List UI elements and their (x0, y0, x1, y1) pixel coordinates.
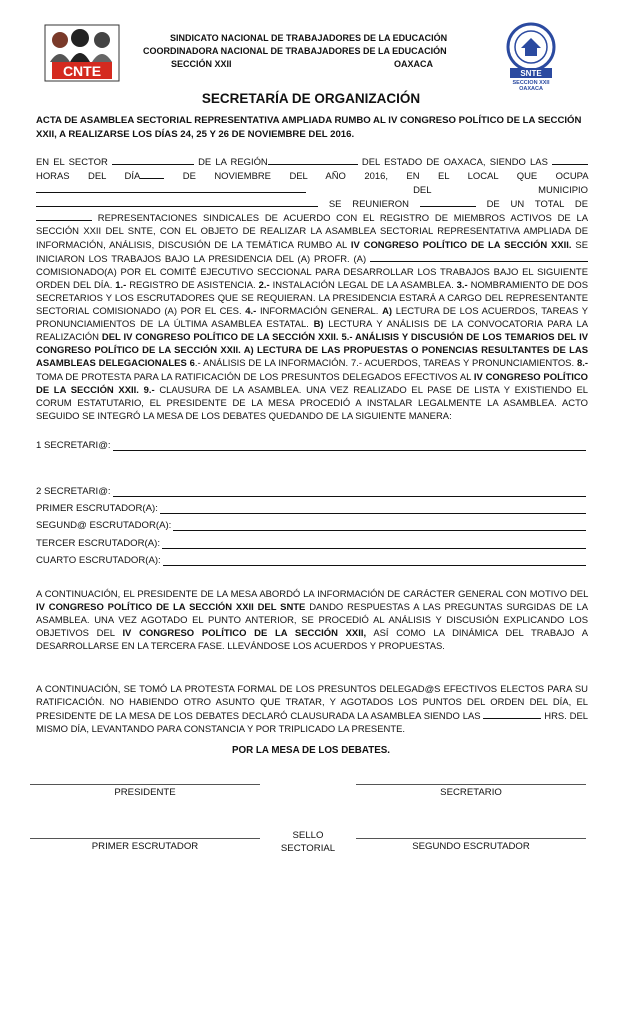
item-3-number: 3.- (456, 279, 468, 291)
closing-time-blank[interactable] (483, 709, 541, 719)
p2-end: ASÍ COMO LA DINÁMICA DEL TRABAJO A DESARROLLARSE EN LA TERCERA FASE. LLEVÁNDOSE LOS ACUERDOS Y PROPUESTAS. (36, 628, 588, 653)
item-9-number: . 9.- (136, 384, 155, 396)
item-6-7-text: .- ANÁLISIS DE LA INFORMACIÓN. 7.- ACUERDOS, TAREAS Y PRONUNCIAMIENTOS. (194, 358, 575, 370)
president-name-blank[interactable] (370, 252, 588, 262)
p1-state-label: DEL ESTADO DE OAXACA, SIENDO LAS (361, 157, 548, 168)
p1-region-label: DE LA REGIÓN (198, 157, 268, 168)
p1-reunieron-label: SE REUNIERON (328, 199, 409, 211)
paragraph-information (36, 588, 588, 653)
header-coordinadora: COORDINADORA NACIONAL DE TRABAJADORES DE LA EDUCACIÓN (143, 46, 447, 56)
item-2-text: INSTALACIÓN LEGAL DE LA ASAMBLEA. (272, 279, 454, 291)
p1-commissioned: COMISIONADO(A) POR EL COMITÉ EJECUTIVO SECCIONAL PARA DESARROLLAR LOS TRABAJOS BAJO EL SIGUIENTE ORDEN DEL DÍA. (36, 266, 588, 291)
p1-sector-label: EN EL SECTOR (36, 157, 108, 168)
header-section: SECCIÓN XXII (171, 59, 232, 69)
item-1-number: 1.- (115, 279, 127, 291)
total-blank[interactable] (36, 211, 92, 221)
item-4b-letter: B) (313, 319, 324, 331)
p1-presidency: SE INICIARON LOS TRABAJOS BAJO LA PRESIDENCIA DEL (A) PROFR. (A) (36, 239, 588, 265)
role-row-scrutineer-2[interactable] (36, 518, 586, 531)
location-blank[interactable] (36, 183, 306, 193)
role-line[interactable] (163, 555, 586, 566)
role-line[interactable] (173, 520, 586, 531)
role-label: 2 SECRETARI@: (36, 486, 111, 497)
hour-blank[interactable] (552, 155, 588, 165)
item-8-text: TOMA DE PROTESTA PARA LA RATIFICACIÓN DE LOS PRESUNTOS DELEGADOS EFECTIVOS AL (36, 371, 472, 383)
day-blank[interactable] (140, 169, 164, 179)
item-5-bold-text: DEL IV CONGRESO POLÍTICO DE LA SECCIÓN XXII. 5.- ANÁLISIS Y DISCUSIÓN DE LOS TEMARIOS DEL IV CONGRESO POLÍTICO DE LA SECCIÓN XXII. A) LECTURA DE LAS PROPUESTAS O PONENCIAS RESULTANTES DE LAS ASAMBLEAS DELEGACIONALES 6 (36, 332, 589, 370)
role-label: TERCER ESCRUTADOR(A): (36, 538, 161, 549)
item-4a-letter: A) (382, 306, 393, 318)
item-8-number: 8.- (576, 358, 588, 370)
president-label: PRESIDENTE (114, 787, 176, 798)
role-label: CUARTO ESCRUTADOR(A): (36, 555, 161, 566)
p1-total-label: DE UN TOTAL DE (486, 199, 588, 211)
role-line[interactable] (160, 503, 586, 514)
item-4a-text: LECTURA DE LOS ACUERDOS, TAREAS Y PRONUNCIAMIENTOS DE LA ÚLTIMA ASAMBLEA ESTATAL. (36, 306, 589, 331)
snte-logo-sub2: OAXACA (519, 86, 543, 92)
p1-hours-label: HORAS DEL DÍA (36, 171, 141, 183)
p1-congress-ref: IV CONGRESO POLÍTICO DE LA SECCIÓN XXII. (350, 239, 572, 251)
role-line[interactable] (162, 538, 586, 549)
role-label: SEGUND@ ESCRUTADOR(A): (36, 520, 172, 531)
role-label: 1 SECRETARI@: (36, 440, 111, 451)
secretary-signature-line[interactable] (356, 784, 586, 785)
page-title: SECRETARÍA DE ORGANIZACIÓN (201, 91, 421, 106)
role-row-scrutineer-4[interactable] (36, 553, 586, 566)
snte-logo (502, 22, 560, 92)
role-row-scrutineer-1[interactable] (36, 501, 586, 514)
p3-intro: A CONTINUACIÓN, SE TOMÓ LA PROTESTA FORMAL DE LOS PRESUNTOS DELEGAD@S EFECTIVOS ELECTOS PARA SU RATIFICACIÓN. NO HABIENDO OTRO ASUNTO QUE TRATAR, Y AGOTADOS LOS PUNTOS DEL ORDEN DEL DÍA, EL PRESIDENTE DE LA MESA DE LOS DEBATES DECLARÓ CLAUSURADA LA ASAMBLEA SIENDO LAS (36, 684, 588, 723)
header-union-name: SINDICATO NACIONAL DE TRABAJADORES DE LA EDUCACIÓN (170, 33, 448, 43)
p2-congress-ref: IV CONGRESO POLÍTICO DE LA SECCIÓN XXII DEL SNTE (36, 602, 306, 614)
role-row-scrutineer-3[interactable] (36, 536, 586, 549)
item-3-text: NOMBRAMIENTO DE DOS SECRETARIOS Y LOS ESCRUTADORES QUE SE REQUIERAN. LA PRESIDENCIA ESTARÁ A CARGO DEL REPRESENTANTE SECTORIAL COMISIONADO (A) POR EL CES. (36, 279, 589, 318)
president-signature-line[interactable] (30, 784, 260, 785)
role-line[interactable] (113, 486, 586, 497)
item-9-text: CLAUSURA DE LA ASAMBLEA. UNA VEZ REALIZADO EL PASE DE LISTA Y EXISTIENDO EL CORUM ESTATUTARIO, EL PRESIDENTE DE LA MESA PROCEDIÓ A INSTALAR LEGALMENTE LA ASAMBLEA. ACTO SEGUIDO SE INTEGRÓ LA MESA DE LOS DEBATES QUEDANDO DE LA SIGUIENTE MANERA: (36, 384, 589, 422)
scrutineer-2-signature-line[interactable] (356, 838, 586, 839)
scrutineer-2-label: SEGUNDO ESCRUTADOR (412, 841, 530, 852)
cnte-logo (44, 24, 120, 82)
scrutineer-1-label: PRIMER ESCRUTADOR (91, 841, 199, 852)
p1-municipio-label: DEL MUNICIPIO (413, 185, 588, 197)
snte-logo-text: SNTE (520, 69, 542, 78)
region-blank[interactable] (268, 155, 358, 165)
item-4b-text: LECTURA Y ANÁLISIS DE LA CONVOCATORIA PARA LA REALIZACIÓN (36, 319, 588, 344)
role-label: PRIMER ESCRUTADOR(A): (36, 503, 158, 514)
role-row-secretary-2[interactable] (36, 484, 586, 497)
item-4-number: 4.- (245, 306, 257, 318)
p2-intro: A CONTINUACIÓN, EL PRESIDENTE DE LA MESA ABORDÓ LA INFORMACIÓN DE CARÁCTER GENERAL CON MOTIVO DEL (36, 589, 588, 600)
item-1-text: REGISTRO DE ASISTENCIA. (129, 279, 256, 291)
p1-representations: REPRESENTACIONES SINDICALES DE ACUERDO CON EL REGISTRO DE MIEMBROS ACTIVOS DE LA SECCIÓN XXII DEL SNTE, CON EL OBJETO DE REALIZAR LA ASAMBLEA SECTORIAL REPRESENTATIVA AMPLIADA DE INFORMACIÓN, ANÁLISIS, DISCUSIÓN DE LA TEMÁTICA RUMBO AL (36, 213, 588, 251)
debate-table-heading: POR LA MESA DE LOS DEBATES. (231, 745, 391, 756)
seal-label-sectorial: SECTORIAL (280, 843, 336, 854)
p2-middle: DANDO RESPUESTAS A LAS PREGUNTAS SURGIDAS DE LA ASAMBLEA. UNA VEZ AGOTADO EL PUNTO ANTERIOR, SE PROCEDIÓ AL ANÁLISIS Y DISCUSIÓN EXPLICANDO LOS OBJETIVOS DEL (36, 602, 588, 640)
item-4-text: INFORMACIÓN GENERAL. (259, 306, 379, 318)
seal-label: SELLO (292, 830, 324, 841)
role-row-secretary-1[interactable] (36, 438, 586, 451)
sector-blank[interactable] (112, 155, 194, 165)
p1-month-label: DE NOVIEMBRE DEL AÑO 2016, EN EL LOCAL QUE OCUPA (182, 171, 589, 183)
secretary-label: SECRETARIO (440, 787, 502, 798)
item-2-number: 2.- (258, 279, 270, 291)
snte-logo-sub1: SECCION XXII (512, 80, 550, 86)
item-8-congress-ref: IV CONGRESO POLÍTICO DE LA SECCIÓN XXII (36, 371, 588, 396)
role-line[interactable] (113, 440, 586, 451)
p3-end: HRS. DEL MISMO DÍA, LEVANTANDO PARA CONSTANCIA Y POR TRIPLICADO LA PRESENTE. (36, 711, 589, 736)
attendees-blank[interactable] (420, 197, 476, 207)
cnte-logo-text: CNTE (62, 63, 102, 79)
municipio-blank[interactable] (36, 197, 318, 207)
header-state: OAXACA (394, 59, 434, 69)
scrutineer-1-signature-line[interactable] (30, 838, 260, 839)
document-subtitle: ACTA DE ASAMBLEA SECTORIAL REPRESENTATIVA AMPLIADA RUMBO AL IV CONGRESO POLÍTICO DE LA SECCIÓN XXII, A REALIZARSE LOS DÍAS 24, 25 Y 26 DE NOVIEMBRE DEL 2016. (36, 115, 582, 140)
p2-congress-ref-2: IV CONGRESO POLÍTICO DE LA SECCIÓN XXII, (122, 628, 367, 640)
paragraph-closing (36, 683, 588, 736)
paragraph-opening (36, 155, 588, 423)
